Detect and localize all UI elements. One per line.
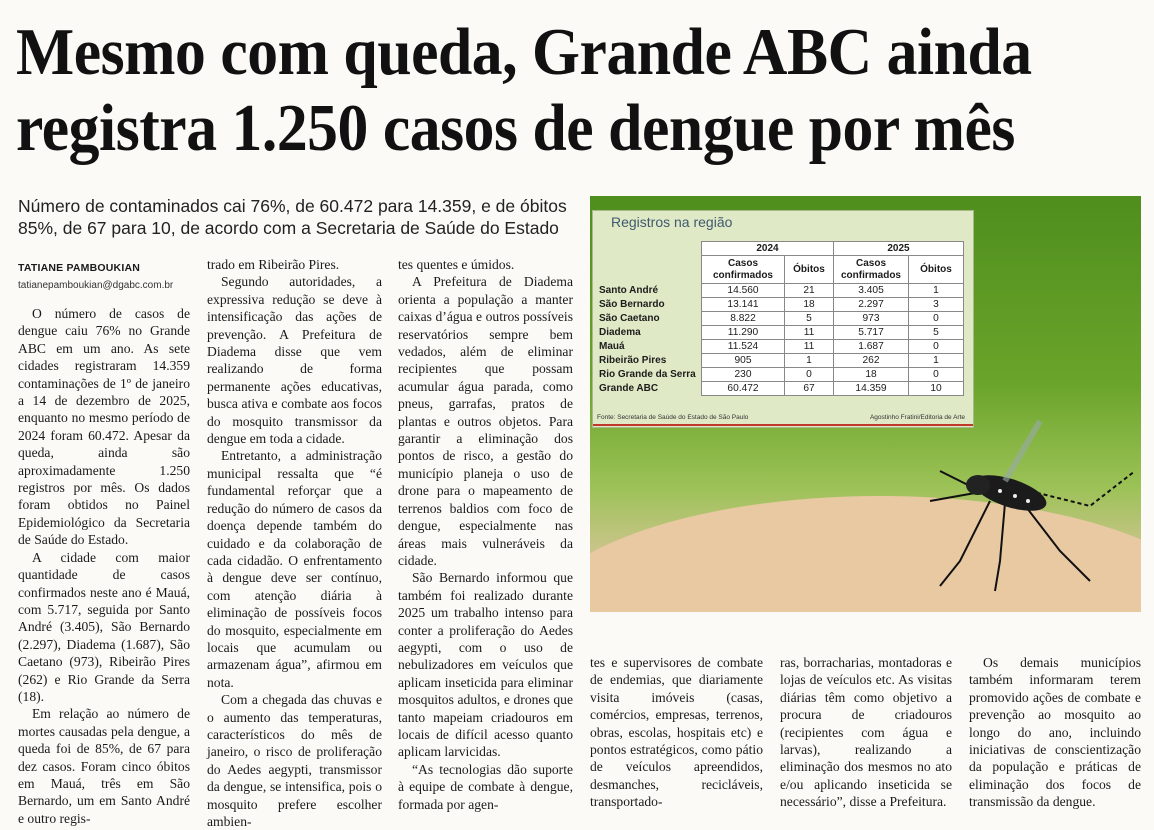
table-row	[597, 354, 964, 368]
article-column-2	[207, 256, 382, 830]
cases-2024: 11.524	[702, 340, 785, 354]
year-2025-header: 2025	[834, 242, 964, 256]
paragraph: “As tecnologias dão suporte à equipe de combate à dengue, formada por agen-	[398, 761, 573, 812]
author-email[interactable]: tatianepamboukian@dgabc.com.br	[18, 280, 174, 291]
deaths-2024: 1	[785, 354, 834, 368]
cases-2024: 230	[702, 368, 785, 382]
table-title: Registros na região	[611, 214, 733, 230]
deaths-2025: 5	[909, 326, 964, 340]
deaths-2025: 0	[909, 368, 964, 382]
deaths-2025: 3	[909, 298, 964, 312]
city-name: Grande ABC	[599, 383, 659, 394]
cases-2025: 18	[834, 368, 909, 382]
city-name: Ribeirão Pires	[599, 355, 667, 366]
author-name: TATIANE PAMBOUKIAN	[18, 262, 141, 274]
paragraph: A Prefeitura de Diadema orienta a população a manter caixas d’água e outros possíveis reservatórios sempre bem vedados, além de eliminar recipientes que possam acumular água parada, como pneus, garrafas, pratos de plantas e outros objetos. Para garantir a eliminação dos pontos de risco, a gestão do município planeja o uso de drone para o mapeamento de terrenos baldios com foco de dengue, especialmente nas áreas mais vulneráveis da cidade.	[398, 274, 573, 568]
deaths-2024: 0	[785, 368, 834, 382]
deaths-2024: 21	[785, 284, 834, 298]
table-row	[597, 326, 964, 340]
mosquito-icon	[920, 411, 1140, 601]
cases-2025: 5.717	[834, 326, 909, 340]
panel-divider	[593, 424, 973, 426]
paragraph: Os demais municípios também informaram terem promovido ações de combate e prevenção ao mosquito ao longo do ano, incluindo iniciativas de conscientização da população e práticas de eliminação dos focos de transmissão da dengue.	[969, 655, 1141, 810]
article-column-5	[780, 654, 952, 811]
city-name: São Bernardo	[599, 299, 665, 310]
year-2024-header: 2024	[702, 242, 834, 256]
cases-2024: 14.560	[702, 284, 785, 298]
article-column-6	[969, 654, 1141, 811]
deaths-2024: 11	[785, 340, 834, 354]
table-row	[597, 312, 964, 326]
deaths-2025: 10	[909, 382, 964, 396]
table-source: Fonte: Secretaria de Saúde do Estado de São Paulo	[597, 414, 749, 421]
table-row-total	[597, 382, 964, 396]
cases-2024: 13.141	[702, 298, 785, 312]
cases-2024: 60.472	[702, 382, 785, 396]
deaths-header: Óbitos	[785, 256, 834, 284]
paragraph: São Bernardo informou que também foi realizado durante 2025 um trabalho intenso para conter a proliferação do Aedes aegypti, com o uso de nebulizadores em veículos que aplicam inseticida para eliminar mosquitos adultos, e drones que tanto mapeiam criadouros em locais de difícil acesso quanto aplicam larvicidas.	[398, 570, 573, 760]
table-footer	[597, 414, 965, 421]
table-row	[597, 340, 964, 354]
cases-header: Casos confirmados	[834, 256, 909, 284]
subhead: Número de contaminados cai 76%, de 60.472 para 14.359, e de óbitos 85%, de 67 para 10, de acordo com a Secretaria de Saúde do Estado	[18, 196, 567, 238]
table-row	[597, 298, 964, 312]
city-name: Mauá	[599, 341, 625, 352]
city-name: Rio Grande da Serra	[599, 369, 696, 380]
cases-2025: 973	[834, 312, 909, 326]
cases-2024: 8.822	[702, 312, 785, 326]
article-column-4	[590, 654, 763, 811]
cases-2024: 11.290	[702, 326, 785, 340]
dengue-stats-table	[597, 241, 964, 396]
city-name: Santo André	[599, 285, 659, 296]
paragraph: O número de casos de dengue caiu 76% no Grande ABC em um ano. As sete cidades registraram 14.359 contaminações de 1º de janeiro a 14 de dezembro de 2025, enquanto no mesmo período de 2024 foram 60.472. Apesar da queda, ainda são aproximadamente 1.250 registros por mês. Os dados foram obtidos no Painel Epidemiológico da Secretaria de Saúde do Estado.	[18, 306, 190, 548]
table-row	[597, 284, 964, 298]
cases-header: Casos confirmados	[702, 256, 785, 284]
cases-2025: 14.359	[834, 382, 909, 396]
deaths-2025: 1	[909, 354, 964, 368]
cases-2025: 2.297	[834, 298, 909, 312]
table-row	[597, 368, 964, 382]
deaths-2024: 67	[785, 382, 834, 396]
article-column-1	[18, 305, 190, 827]
cases-2025: 262	[834, 354, 909, 368]
cases-2025: 3.405	[834, 284, 909, 298]
cases-2024: 905	[702, 354, 785, 368]
city-name: Diadema	[599, 327, 641, 338]
stats-table-panel	[592, 210, 974, 428]
paragraph-continuation: trado em Ribeirão Pires.	[207, 257, 340, 272]
headline-line-2: registra 1.250 casos de dengue por mês	[16, 91, 1015, 165]
deaths-2024: 11	[785, 326, 834, 340]
paragraph: Com a chegada das chuvas e o aumento das temperaturas, característicos do mês de janeiro, o risco de proliferação do Aedes aegypti, transmissor da dengue, se intensifica, pois o mosquito prefere escolher ambien-	[207, 692, 382, 829]
paragraph-continuation: tes quentes e úmidos.	[398, 257, 515, 272]
paragraph-continuation: tes e supervisores de combate de endemias, que diariamente visita imóveis (casas, comércios, empresas, terrenos, obras, escolas, hospitais etc) e pontos estratégicos, como pátio de veículos apreendidos, desmanches, recicláveis, transportado-	[590, 655, 763, 810]
paragraph: A cidade com maior quantidade de casos confirmados neste ano é Mauá, com 5.717, seguida por Santo André (3.405), São Bernardo (2.297), Diadema (1.687), São Caetano (973), Ribeirão Pires (262) e Rio Grande da Serra (18).	[18, 549, 190, 704]
deaths-2025: 1	[909, 284, 964, 298]
deaths-2025: 0	[909, 312, 964, 326]
deaths-2024: 18	[785, 298, 834, 312]
byline	[18, 262, 203, 291]
article-column-3	[398, 256, 573, 813]
headline	[16, 14, 1051, 166]
table-credit: Agostinho Fratini/Editoria de Arte	[869, 414, 965, 421]
paragraph: Segundo autoridades, a expressiva redução se deve à intensificação das ações de prevenção. A Prefeitura de Diadema disse que vem realizando de forma permanente ações educativas, busca ativa e combate aos focos do mosquito transmissor da dengue em toda a cidade.	[207, 274, 382, 447]
paragraph: Em relação ao número de mortes causadas pela dengue, a queda foi de 85%, de 67 para dez casos. Foram cinco óbitos em Mauá, três em São Bernardo, um em Santo André e outro regis-	[18, 706, 190, 826]
deaths-2024: 5	[785, 312, 834, 326]
headline-line-1: Mesmo com queda, Grande ABC ainda	[16, 15, 1032, 89]
deaths-2025: 0	[909, 340, 964, 354]
city-name: São Caetano	[599, 313, 660, 324]
deaths-header: Óbitos	[909, 256, 964, 284]
paragraph: Entretanto, a administração municipal ressalta que “é fundamental reforçar que a redução do número de casos da doença depende também do cuidado e da colaboração de cada cidadão. O enfrentamento à dengue deve ser contínuo, com atenção diária à eliminação de possíveis focos do mosquito, especialmente em locais que acumulam ou armazenam água”, afirmou em nota.	[207, 448, 382, 690]
paragraph-continuation: ras, borracharias, montadoras e lojas de veículos etc. As visitas diárias têm como objetivo a procura de criadouros (recipientes com água e larvas), realizando a eliminação dos mesmos no ato e/ou aplicando inseticida se necessário”, disse a Prefeitura.	[780, 655, 952, 810]
cases-2025: 1.687	[834, 340, 909, 354]
